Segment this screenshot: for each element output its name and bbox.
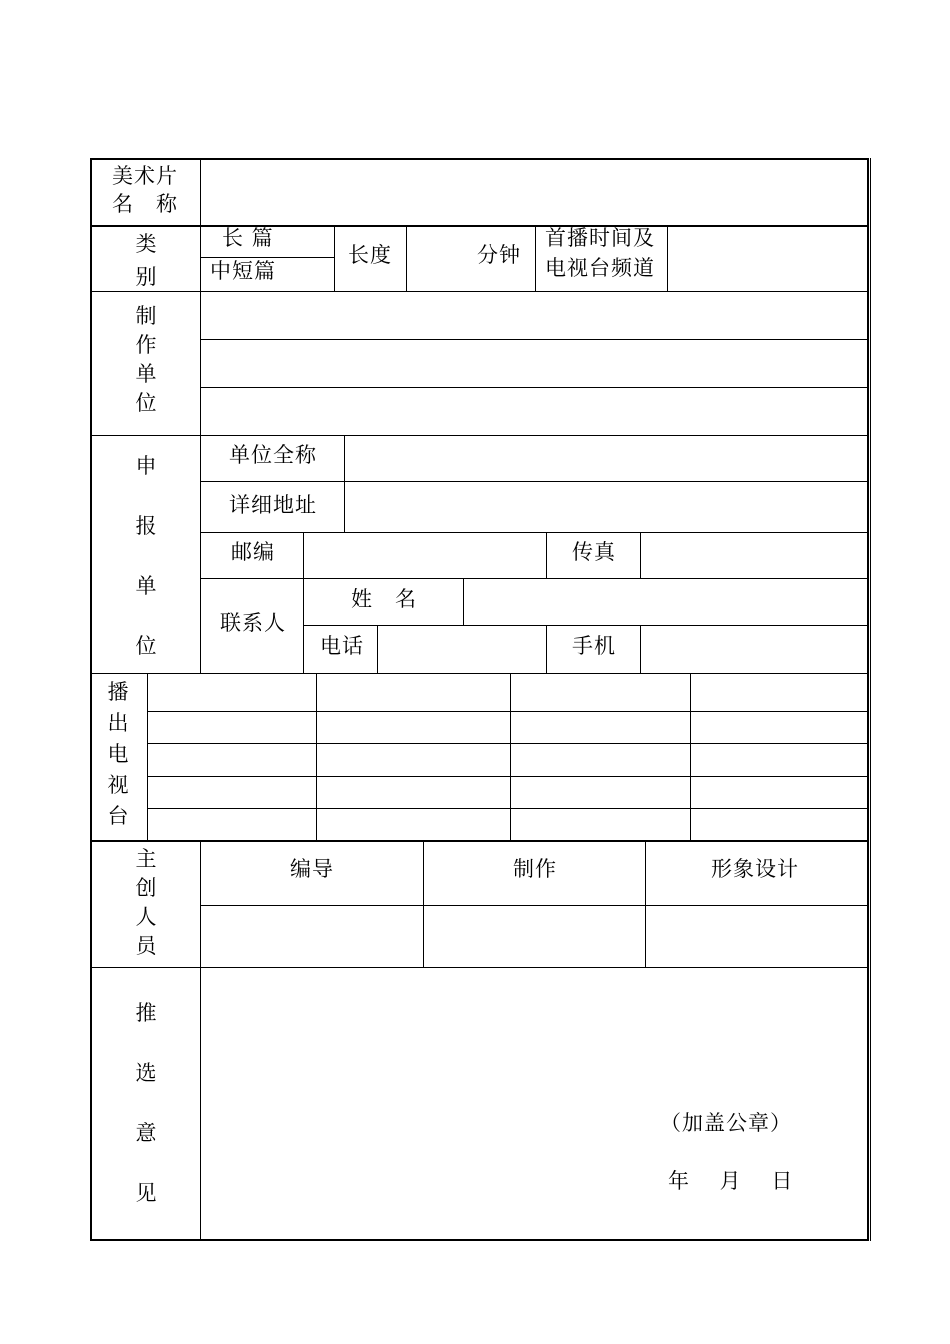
creators-row-line: [200, 905, 868, 906]
category-divider-1: [334, 226, 335, 292]
contact-name-input[interactable]: [464, 580, 866, 624]
broadcast-label-char: 台: [107, 804, 129, 828]
title-label-line1: 美术片: [112, 164, 178, 188]
full-name-label: 单位全称: [229, 443, 317, 467]
producer-label: [130, 302, 162, 418]
mobile-input[interactable]: [641, 627, 866, 672]
category-label-char: 类: [135, 232, 157, 256]
category-divider-3: [535, 226, 536, 292]
recommendation-label: [130, 997, 162, 1207]
mobile-label: 手机: [572, 634, 616, 658]
row-line-applicant-bottom: [90, 673, 869, 674]
row-line-broadcast-bottom: [90, 840, 869, 842]
broadcast-label-char: 出: [107, 711, 129, 735]
form-border-right-shadow: [870, 158, 871, 1241]
creators-label-char: 员: [135, 934, 157, 958]
category-label: [130, 228, 162, 291]
production-input[interactable]: [424, 907, 644, 966]
row-line-category-bottom: [90, 291, 869, 292]
length-label: 长度: [348, 243, 392, 267]
date-line: 年 月 日: [668, 1169, 794, 1193]
form-border-top: [90, 158, 869, 160]
recommendation-label-char: 意: [135, 1121, 157, 1145]
applicant-col-line-fax: [546, 533, 547, 579]
image-design-label: 形象设计: [711, 857, 799, 881]
applicant-label-char: 单: [135, 574, 157, 598]
applicant-label-char: 报: [135, 514, 157, 538]
broadcast-label: [102, 677, 134, 832]
phone-input[interactable]: [378, 627, 545, 672]
address-input[interactable]: [345, 483, 866, 531]
row-line-producer-bottom: [90, 435, 869, 436]
applicant-label: [130, 450, 162, 660]
title-label-line2: 名 称: [112, 192, 178, 216]
category-option-long[interactable]: 长 篇: [222, 226, 274, 250]
phone-label: 电话: [320, 634, 364, 658]
applicant-col-line-mobile: [546, 626, 547, 674]
producer-label-char: 单: [135, 362, 157, 386]
category-option-short[interactable]: 中短篇: [210, 259, 276, 283]
label-column-divider-upper: [200, 158, 201, 674]
producer-line-2: [200, 387, 868, 388]
production-label: 制作: [513, 857, 557, 881]
broadcast-label-char: 视: [107, 773, 129, 797]
producer-line-1: [200, 339, 868, 340]
director-label: 编导: [290, 857, 334, 881]
producer-input-2[interactable]: [202, 341, 866, 386]
category-label-char: 别: [135, 265, 157, 289]
row-line-creators-bottom: [90, 967, 869, 968]
form-border-right: [867, 158, 869, 1241]
applicant-row-line-2: [200, 532, 868, 533]
producer-input-1[interactable]: [202, 293, 866, 338]
creators-label-char: 人: [135, 905, 157, 929]
fax-label: 传真: [572, 540, 616, 564]
name-label: 姓 名: [351, 587, 417, 611]
minutes-unit: 分钟: [477, 243, 521, 267]
applicant-label-char: 位: [135, 634, 157, 658]
recommendation-input[interactable]: [202, 969, 866, 1237]
applicant-row-line-1: [200, 481, 868, 482]
director-input[interactable]: [202, 907, 422, 966]
premiere-input-cell[interactable]: [668, 227, 866, 291]
image-design-input[interactable]: [646, 907, 866, 966]
premiere-label-line1: 首播时间及: [545, 226, 655, 250]
creators-label-char: 主: [135, 847, 157, 871]
broadcast-label-char: 电: [107, 742, 129, 766]
recommendation-label-char: 选: [135, 1061, 157, 1085]
postcode-input[interactable]: [304, 534, 545, 577]
form-border-bottom: [90, 1239, 869, 1241]
creators-label-char: 创: [135, 876, 157, 900]
creators-label: [130, 845, 162, 961]
fax-input[interactable]: [641, 534, 866, 577]
postcode-label: 邮编: [231, 540, 275, 564]
applicant-row-line-4: [303, 625, 868, 626]
producer-label-char: 制: [135, 304, 157, 328]
broadcast-label-char: 播: [107, 680, 129, 704]
premiere-label-line2: 电视台频道: [545, 256, 655, 280]
producer-input-3[interactable]: [202, 389, 866, 434]
producer-label-char: 位: [135, 391, 157, 415]
producer-label-char: 作: [135, 333, 157, 357]
contact-label: 联系人: [220, 611, 286, 635]
seal-note: （加盖公章）: [660, 1111, 792, 1135]
title-input-cell[interactable]: [202, 161, 866, 224]
form-border-left: [90, 158, 92, 1241]
address-label: 详细地址: [229, 493, 317, 517]
recommendation-label-char: 推: [135, 1001, 157, 1025]
label-column-divider-lower: [200, 841, 201, 1240]
broadcast-grid[interactable]: [148, 675, 866, 840]
full-name-input[interactable]: [345, 437, 866, 480]
recommendation-label-char: 见: [135, 1181, 157, 1205]
applicant-row-line-3: [200, 578, 868, 579]
applicant-label-char: 申: [135, 454, 157, 478]
length-input-cell[interactable]: [407, 227, 472, 291]
